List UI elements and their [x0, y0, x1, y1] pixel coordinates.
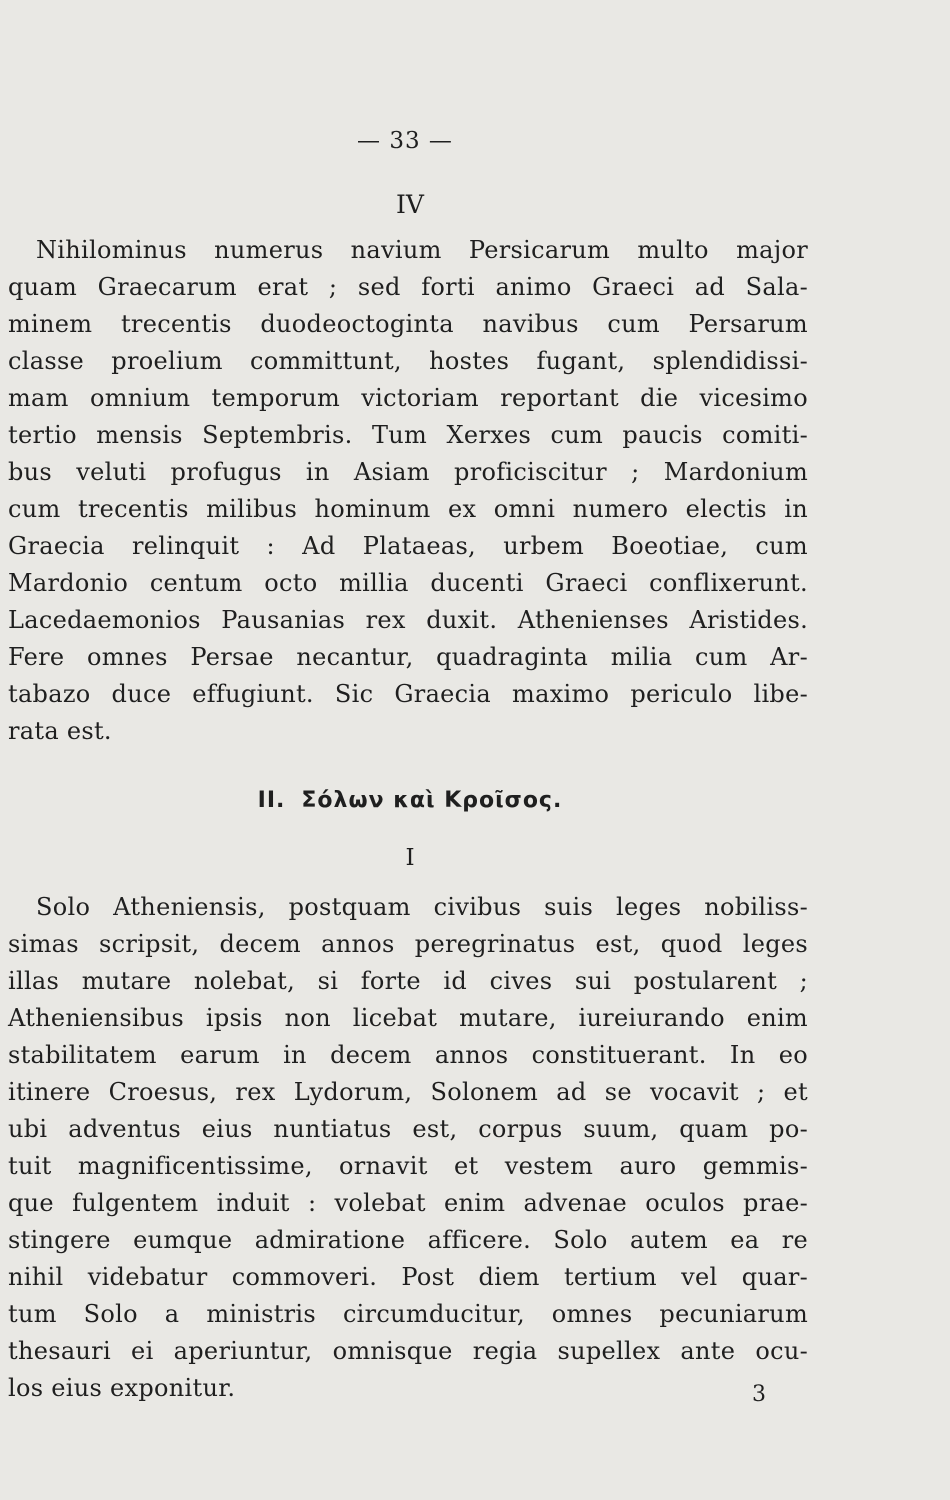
paragraph-i — [8, 889, 808, 1407]
text-line: Atheniensibus ipsis non licebat mutare, iureiurando enim — [8, 1004, 808, 1032]
section-heading-iv: IV — [396, 190, 424, 219]
text-line: tum Solo a ministris circumducitur, omnes pecuniarum — [8, 1300, 808, 1328]
text-line: Lacedaemonios Pausanias rex duxit. Athenienses Aristides. — [8, 606, 808, 634]
section-number: II. — [257, 788, 286, 813]
text-line: thesauri ei aperiuntur, omnisque regia supellex ante ocu- — [8, 1337, 808, 1365]
text-line: bus veluti profugus in Asiam proficiscitur ; Mardonium — [8, 458, 808, 486]
text-line: mam omnium temporum victoriam reportant die vicesimo — [8, 384, 808, 412]
section-heading-i: I — [405, 845, 415, 871]
text-line: minem trecentis duodeoctoginta navibus cum Persarum — [8, 310, 808, 338]
text-line: Graecia relinquit : Ad Plataeas, urbem Boeotiae, cum — [8, 532, 808, 560]
text-line: Solo Atheniensis, postquam civibus suis leges nobiliss- — [36, 893, 808, 921]
text-line: quam Graecarum erat ; sed forti animo Graeci ad Sala- — [8, 273, 808, 301]
text-line: los eius exponitur. — [8, 1374, 236, 1402]
text-line: cum trecentis milibus hominum ex omni numero electis in — [8, 495, 808, 523]
text-line: ubi adventus eius nuntiatus est, corpus suum, quam po- — [8, 1115, 808, 1143]
text-line: Nihilominus numerus navium Persicarum multo major — [36, 236, 808, 264]
text-line: rata est. — [8, 717, 112, 745]
text-line: Mardonio centum octo millia ducenti Graeci conflixerunt. — [8, 569, 808, 597]
page-number: — 33 — — [357, 128, 453, 154]
text-line: itinere Croesus, rex Lydorum, Solonem ad se vocavit ; et — [8, 1078, 808, 1106]
text-line: illas mutare nolebat, si forte id cives sui postularent ; — [8, 967, 808, 995]
text-line: simas scripsit, decem annos peregrinatus est, quod leges — [8, 930, 808, 958]
section-greek-title: Σόλων καὶ Κροῖσος. — [301, 788, 563, 813]
paragraph-iv — [8, 232, 808, 750]
text-line: tertio mensis Septembris. Tum Xerxes cum paucis comiti- — [8, 421, 808, 449]
text-line: tabazo duce effugiunt. Sic Graecia maximo periculo libe- — [8, 680, 808, 708]
text-line: tuit magnificentissime, ornavit et vestem auro gemmis- — [8, 1152, 808, 1180]
text-line: nihil videbatur commoveri. Post diem tertium vel quar- — [8, 1263, 808, 1291]
signature-mark: 3 — [752, 1382, 766, 1407]
text-line: classe proelium committunt, hostes fugant, splendidissi- — [8, 347, 808, 375]
text-line: stingere eumque admiratione afficere. Solo autem ea re — [8, 1226, 808, 1254]
section-title — [0, 788, 820, 813]
text-line: stabilitatem earum in decem annos constituerant. In eo — [8, 1041, 808, 1069]
text-line: Fere omnes Persae necantur, quadraginta milia cum Ar- — [8, 643, 808, 671]
text-line: que fulgentem induit : volebat enim advenae oculos prae- — [8, 1189, 808, 1217]
